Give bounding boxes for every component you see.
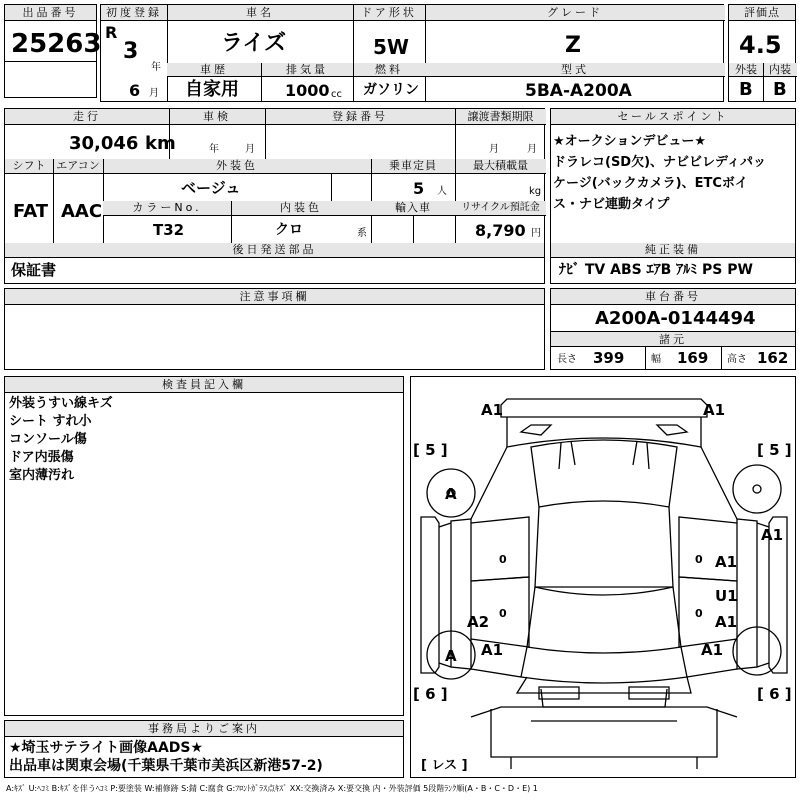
displacement-value: 1000 <box>285 81 330 100</box>
sales-point-label: セールスポイント <box>551 109 795 125</box>
hgt-value: 162 <box>757 349 789 367</box>
notes-block <box>4 288 545 370</box>
model-label: 型式 <box>425 63 725 77</box>
int-color-label: 内装色 <box>231 201 371 216</box>
chassis-no-label: 車台番号 <box>551 289 795 305</box>
reg-month-value: 6 <box>129 81 141 100</box>
mark-zero-r1: 0 <box>695 553 703 566</box>
inspection-year-unit: 年 <box>209 144 219 155</box>
aircon-label: エアコン <box>53 159 103 174</box>
fuel-label: 燃料 <box>353 63 425 77</box>
ext-color-label: 外装色 <box>103 159 371 174</box>
interior-value: B <box>773 79 787 100</box>
displacement-label: 排気量 <box>261 63 353 77</box>
later-parts-value: 保証書 <box>11 261 57 279</box>
door-value: 5W <box>373 35 409 59</box>
recycle-label: リサイクル預託金 <box>455 201 546 216</box>
interior-label: 内装 <box>763 63 797 77</box>
mark-bracket-br: [ 6 ] <box>757 685 792 703</box>
kei-unit: 系 <box>357 228 367 239</box>
mark-a1-right-edge: A1 <box>761 526 784 544</box>
shift-value: FAT <box>13 201 49 222</box>
mark-bracket-bl: [ 6 ] <box>413 685 448 703</box>
wid-label: 幅 <box>651 354 661 365</box>
fuel-value: ガソリン <box>363 82 419 98</box>
score-label: 評価点 <box>729 5 795 21</box>
mark-zero-r2: 0 <box>695 607 703 620</box>
wid-value: 169 <box>677 349 709 367</box>
sales-point-line: ス・ナビ連動タイプ <box>553 197 670 212</box>
header-block-score <box>728 4 796 102</box>
cc-unit: cc <box>331 89 342 100</box>
capacity-label: 乗車定員 <box>371 159 455 174</box>
inspector-line: シート すれ小 <box>9 414 92 429</box>
mark-a1-mid-r: A1 <box>715 553 738 571</box>
mark-bracket-tl: [ 5 ] <box>413 441 448 459</box>
mark-a1-rr: A1 <box>701 641 724 659</box>
mark-bracket-tr: [ 5 ] <box>757 441 792 459</box>
genuine-equip-value: ﾅﾋﾞ TV ABS ｴｱB ｱﾙﾐ PS PW <box>559 262 753 278</box>
mark-a-fl: A <box>445 485 457 503</box>
damage-legend: A:ｷｽﾞ U:ﾍｺﾐ B:ｷｽﾞを伴うﾍｺﾐ P:要塗装 W:補修跡 S:錆 C:腐食 G:ﾌﾛﾝﾄｶﾞﾗｽ点ｷｽﾞ XX:交換済み X:要交換 内・外装評価 5段階ﾗﾝｸ順(A・B・C・D・E) 1 <box>6 784 538 793</box>
kg-unit: kg <box>529 186 542 197</box>
year-unit: 年 <box>151 62 161 73</box>
mark-a2: A2 <box>467 613 490 631</box>
color-no-label: カラーNo. <box>103 201 231 216</box>
header-block-main <box>100 4 724 102</box>
len-label: 長さ <box>557 354 577 365</box>
mark-u1: U1 <box>715 587 738 605</box>
transfer-doc-label: 譲渡書類期限 <box>455 109 546 125</box>
month-unit: 月 <box>149 88 159 99</box>
ext-color-value: ベージュ <box>181 179 241 197</box>
inspector-line: ドア内張傷 <box>9 450 74 465</box>
sales-point-line: ★オークションデビュー★ <box>553 134 707 149</box>
len-value: 399 <box>593 349 625 367</box>
car-name-value: ライズ <box>221 31 287 56</box>
office-block <box>4 720 404 778</box>
genuine-equip-label: 純正装備 <box>551 243 795 258</box>
specs-label: 諸元 <box>551 331 795 347</box>
import-label: 輸入車 <box>371 201 455 216</box>
history-label: 車歴 <box>167 63 261 77</box>
yen-unit: 円 <box>531 228 541 239</box>
first-reg-label: 初度登録 <box>101 5 167 21</box>
sales-point-block <box>550 108 796 284</box>
header-block-lot <box>4 4 102 98</box>
grade-value: Z <box>565 33 581 58</box>
inspector-line: 室内薄汚れ <box>9 468 75 483</box>
mark-less: [ レス ] <box>421 758 468 773</box>
sales-point-line: ケージ(バックカメラ)、ETCボイ <box>553 176 748 191</box>
office-line: ★埼玉サテライト画像AADS★ <box>9 740 204 756</box>
km-unit: km <box>145 133 176 154</box>
later-parts-label: 後日発送部品 <box>5 243 544 258</box>
car-name-label: 車名 <box>167 5 353 21</box>
detail-block <box>4 108 545 284</box>
lot-no-value: 25263 <box>11 29 102 59</box>
car-diagram-block <box>410 376 796 778</box>
max-load-label: 最大積載量 <box>455 159 546 174</box>
person-unit: 人 <box>437 186 447 197</box>
mark-zero-l2: 0 <box>499 607 507 620</box>
hgt-label: 高さ <box>727 354 747 365</box>
inspection-month-unit: 月 <box>245 144 255 155</box>
grade-label: グレード <box>425 5 725 21</box>
history-value: 自家用 <box>185 79 239 100</box>
exterior-label: 外装 <box>729 63 763 77</box>
sales-point-line: ドラレコ(SD欠)、ナビビレディパッ <box>553 155 766 170</box>
sales-point-lines <box>553 131 766 215</box>
transfer-day-unit: 月 <box>527 144 537 155</box>
door-label: ドア形状 <box>353 5 425 21</box>
office-line: 出品車は関東会場(千葉県千葉市美浜区新港57-2) <box>9 758 323 774</box>
car-diagram <box>411 377 794 776</box>
score-value: 4.5 <box>739 31 782 59</box>
recycle-value: 8,790 <box>475 221 526 240</box>
mark-a1-tl: A1 <box>481 401 504 419</box>
office-label: 事務局よりご案内 <box>5 721 403 737</box>
chassis-no-value: A200A-0144494 <box>595 308 756 329</box>
inspector-line: コンソール傷 <box>9 432 87 447</box>
aircon-value: AAC <box>61 201 103 222</box>
transfer-month-unit: 月 <box>489 144 499 155</box>
mileage-value: 30,046 <box>69 133 139 154</box>
mileage-label: 走行 <box>5 109 169 125</box>
mark-a-rl: A <box>445 647 457 665</box>
inspector-line: 外装うすい線キズ <box>9 396 113 411</box>
mark-a1-tr: A1 <box>703 401 726 419</box>
int-color-value: クロ <box>275 222 303 238</box>
exterior-value: B <box>739 79 753 100</box>
inspector-block <box>4 376 404 716</box>
notes-label: 注意事項欄 <box>5 289 544 305</box>
inspector-label: 検査員記入欄 <box>5 377 403 393</box>
reg-year-value: 3 <box>123 39 139 64</box>
era-value: R <box>105 23 118 42</box>
mark-zero-l1: 0 <box>499 553 507 566</box>
reg-no-label: 登録番号 <box>265 109 455 125</box>
color-no-value: T32 <box>153 221 185 239</box>
model-value: 5BA-A200A <box>525 81 632 101</box>
inspection-label: 車検 <box>169 109 265 125</box>
mark-a1-mid-r2: A1 <box>715 613 738 631</box>
mark-a1-rl: A1 <box>481 641 504 659</box>
capacity-value: 5 <box>413 179 425 198</box>
chassis-block <box>550 288 796 370</box>
lot-no-label: 出品番号 <box>5 5 96 21</box>
shift-label: シフト <box>5 159 53 174</box>
